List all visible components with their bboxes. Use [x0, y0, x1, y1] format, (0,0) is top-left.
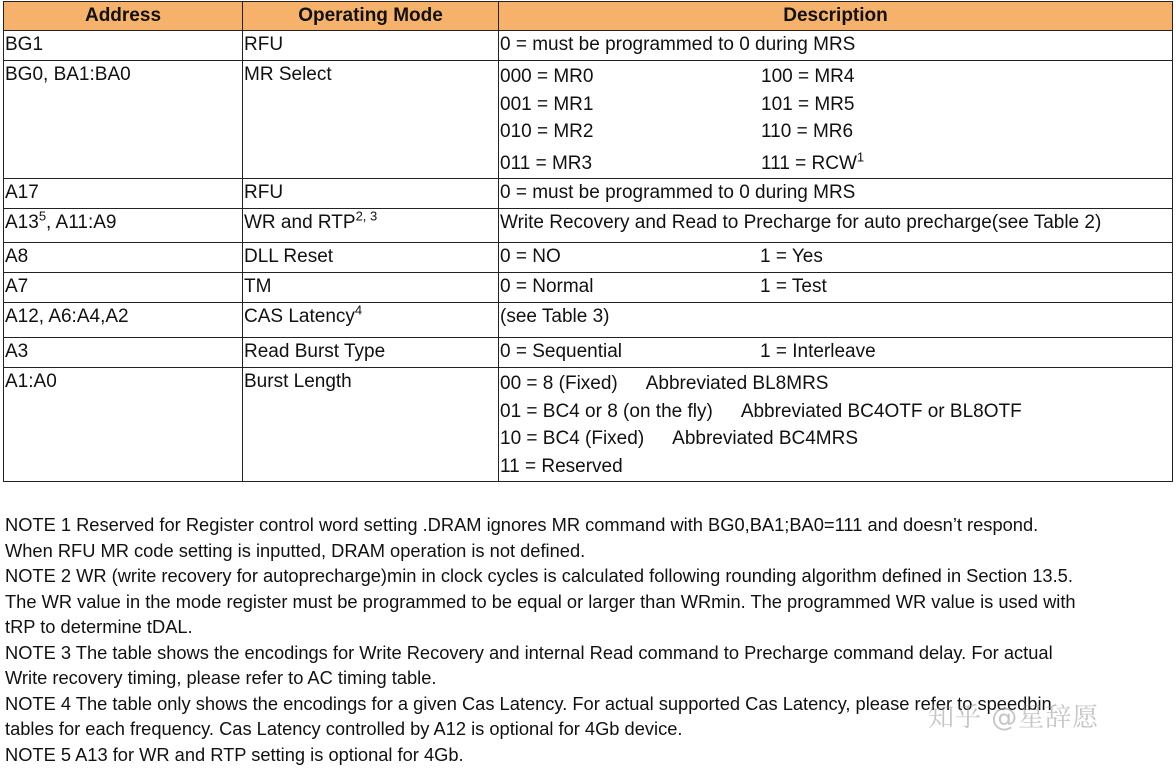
- address-cell: A17: [4, 179, 243, 209]
- address-cell: $A13^5$, A11:A9: [4, 209, 243, 243]
- description-cell: 0 = must be programmed to 0 during MRS: [499, 31, 1173, 61]
- burst-code: 00 = 8 (Fixed): [500, 373, 618, 394]
- burst-abbrev: Abbreviated BC4OTF or BL8OTF: [740, 400, 1022, 422]
- burst-code: 11 = Reserved: [500, 455, 623, 477]
- table-row: [4, 209, 1173, 243]
- footnote-marker: 2, 3: [355, 208, 378, 224]
- mode-register-table: [3, 1, 1173, 482]
- mode-cell: Burst Length: [243, 368, 499, 482]
- description-cell: Write Recovery and Read to Precharge for auto precharge(see Table 2): [499, 209, 1173, 243]
- burst-length-line: [500, 370, 1172, 398]
- mr-code-right: 100 = MR4: [761, 66, 855, 87]
- note-line: The WR value in the mode register must be programmed to be equal or larger than WRmin. The programmed WR value is used with: [5, 590, 1076, 612]
- mr-code-left: 000 = MR0: [500, 66, 594, 87]
- address-cell: A12, A6:A4,A2: [4, 303, 243, 338]
- watermark: 知乎 @星辞愿: [928, 703, 1100, 733]
- description-cell: (see Table 3): [499, 303, 1173, 338]
- address-cell: A8: [4, 243, 243, 273]
- value-right: 1 = Test: [760, 276, 827, 297]
- value-pair: [500, 245, 1172, 269]
- note-line: tables for each frequency. Cas Latency controlled by A12 is optional for 4Gb device.: [5, 718, 683, 739]
- mr-select-line: [500, 118, 1172, 146]
- description-cell: 0 = must be programmed to 0 during MRS: [499, 179, 1173, 209]
- table-row: [4, 31, 1173, 61]
- mr-code-left: 010 = MR2: [500, 121, 594, 142]
- burst-code: 10 = BC4 (Fixed): [500, 428, 645, 449]
- value-pair: [500, 275, 1172, 299]
- value-right: 1 = Interleave: [760, 341, 876, 362]
- mode-cell: RFU: [243, 31, 499, 61]
- address-cell: BG1: [4, 31, 243, 61]
- note-line: NOTE 1 Reserved for Register control word setting .DRAM ignores MR command with BG0,BA1;BA0=111 and doesn’t respond.: [5, 514, 1039, 535]
- mr-select-line: [500, 91, 1172, 119]
- note-line: NOTE 5 A13 for WR and RTP setting is optional for 4Gb.: [5, 743, 464, 765]
- burst-code: 01 = BC4 or 8 (on the fly): [500, 400, 713, 422]
- mr-code-right: $111 = RCW^1$: [761, 149, 865, 174]
- table-row: [4, 338, 1173, 368]
- table-row: [4, 368, 1173, 482]
- table-row: [4, 243, 1173, 273]
- column-header-address: Address: [4, 2, 243, 31]
- footnote-marker: 5: [38, 208, 47, 224]
- mode-cell: MR Select: [243, 61, 499, 179]
- value-right: 1 = Yes: [760, 246, 823, 267]
- note-line: tRP to determine tDAL.: [5, 616, 193, 637]
- value-left: 0 = Normal: [500, 276, 594, 297]
- note-line: NOTE 3 The table shows the encodings for Write Recovery and internal Read command to Precharge command delay. For actual: [5, 641, 1053, 663]
- mr-code-left: 011 = MR3: [500, 152, 593, 174]
- burst-abbrev: Abbreviated BL8MRS: [645, 373, 829, 394]
- note-line: When RFU MR code setting is inputted, DRAM operation is not defined.: [5, 539, 586, 561]
- mode-cell: RFU: [243, 179, 499, 209]
- value-left: 0 = NO: [500, 246, 561, 267]
- table-row: [4, 61, 1173, 179]
- table-row: [4, 273, 1173, 303]
- description-cell: [499, 338, 1173, 368]
- mode-cell: WR and RTP$^{2, 3}$: [243, 209, 499, 243]
- table-row: [4, 303, 1173, 338]
- mr-select-line: [500, 150, 1172, 178]
- burst-length-line: [500, 425, 1172, 453]
- burst-length-line: [500, 453, 1172, 481]
- mode-cell: DLL Reset: [243, 243, 499, 273]
- table-row: [4, 179, 1173, 209]
- address-cell: A1:A0: [4, 368, 243, 482]
- note-line: Write recovery timing, please refer to AC timing table.: [5, 667, 437, 688]
- column-header-mode: Operating Mode: [243, 2, 499, 31]
- address-cell: A3: [4, 338, 243, 368]
- mr-code-right: 101 = MR5: [761, 93, 855, 115]
- table-header-row: [4, 2, 1173, 31]
- value-left: 0 = Sequential: [500, 341, 623, 362]
- description-cell: [499, 368, 1173, 482]
- description-cell: [499, 61, 1173, 179]
- column-header-description: Description: [499, 2, 1173, 31]
- note-line: NOTE 4 The table only shows the encodings for a given Cas Latency. For actual supported Cas Latency, please refer to speedbin: [5, 692, 1052, 714]
- footnote-marker: 1: [856, 149, 865, 165]
- mr-select-line: [500, 63, 1172, 91]
- mr-code-left: 001 = MR1: [500, 93, 594, 115]
- value-pair: [500, 340, 1172, 364]
- address-cell: A7: [4, 273, 243, 303]
- mr-code-right: 110 = MR6: [761, 121, 854, 142]
- burst-length-line: [500, 398, 1172, 426]
- burst-abbrev: Abbreviated BC4MRS: [672, 428, 859, 449]
- mode-cell: TM: [243, 273, 499, 303]
- description-cell: [499, 243, 1173, 273]
- address-cell: BG0, BA1:BA0: [4, 61, 243, 179]
- mode-cell: CAS Latency$^4$: [243, 303, 499, 338]
- description-cell: [499, 273, 1173, 303]
- footnote-marker: 4: [354, 302, 363, 318]
- mode-cell: Read Burst Type: [243, 338, 499, 368]
- note-line: NOTE 2 WR (write recovery for autoprecharge)min in clock cycles is calculated following rounding algorithm defined in Section 13.5.: [5, 565, 1073, 586]
